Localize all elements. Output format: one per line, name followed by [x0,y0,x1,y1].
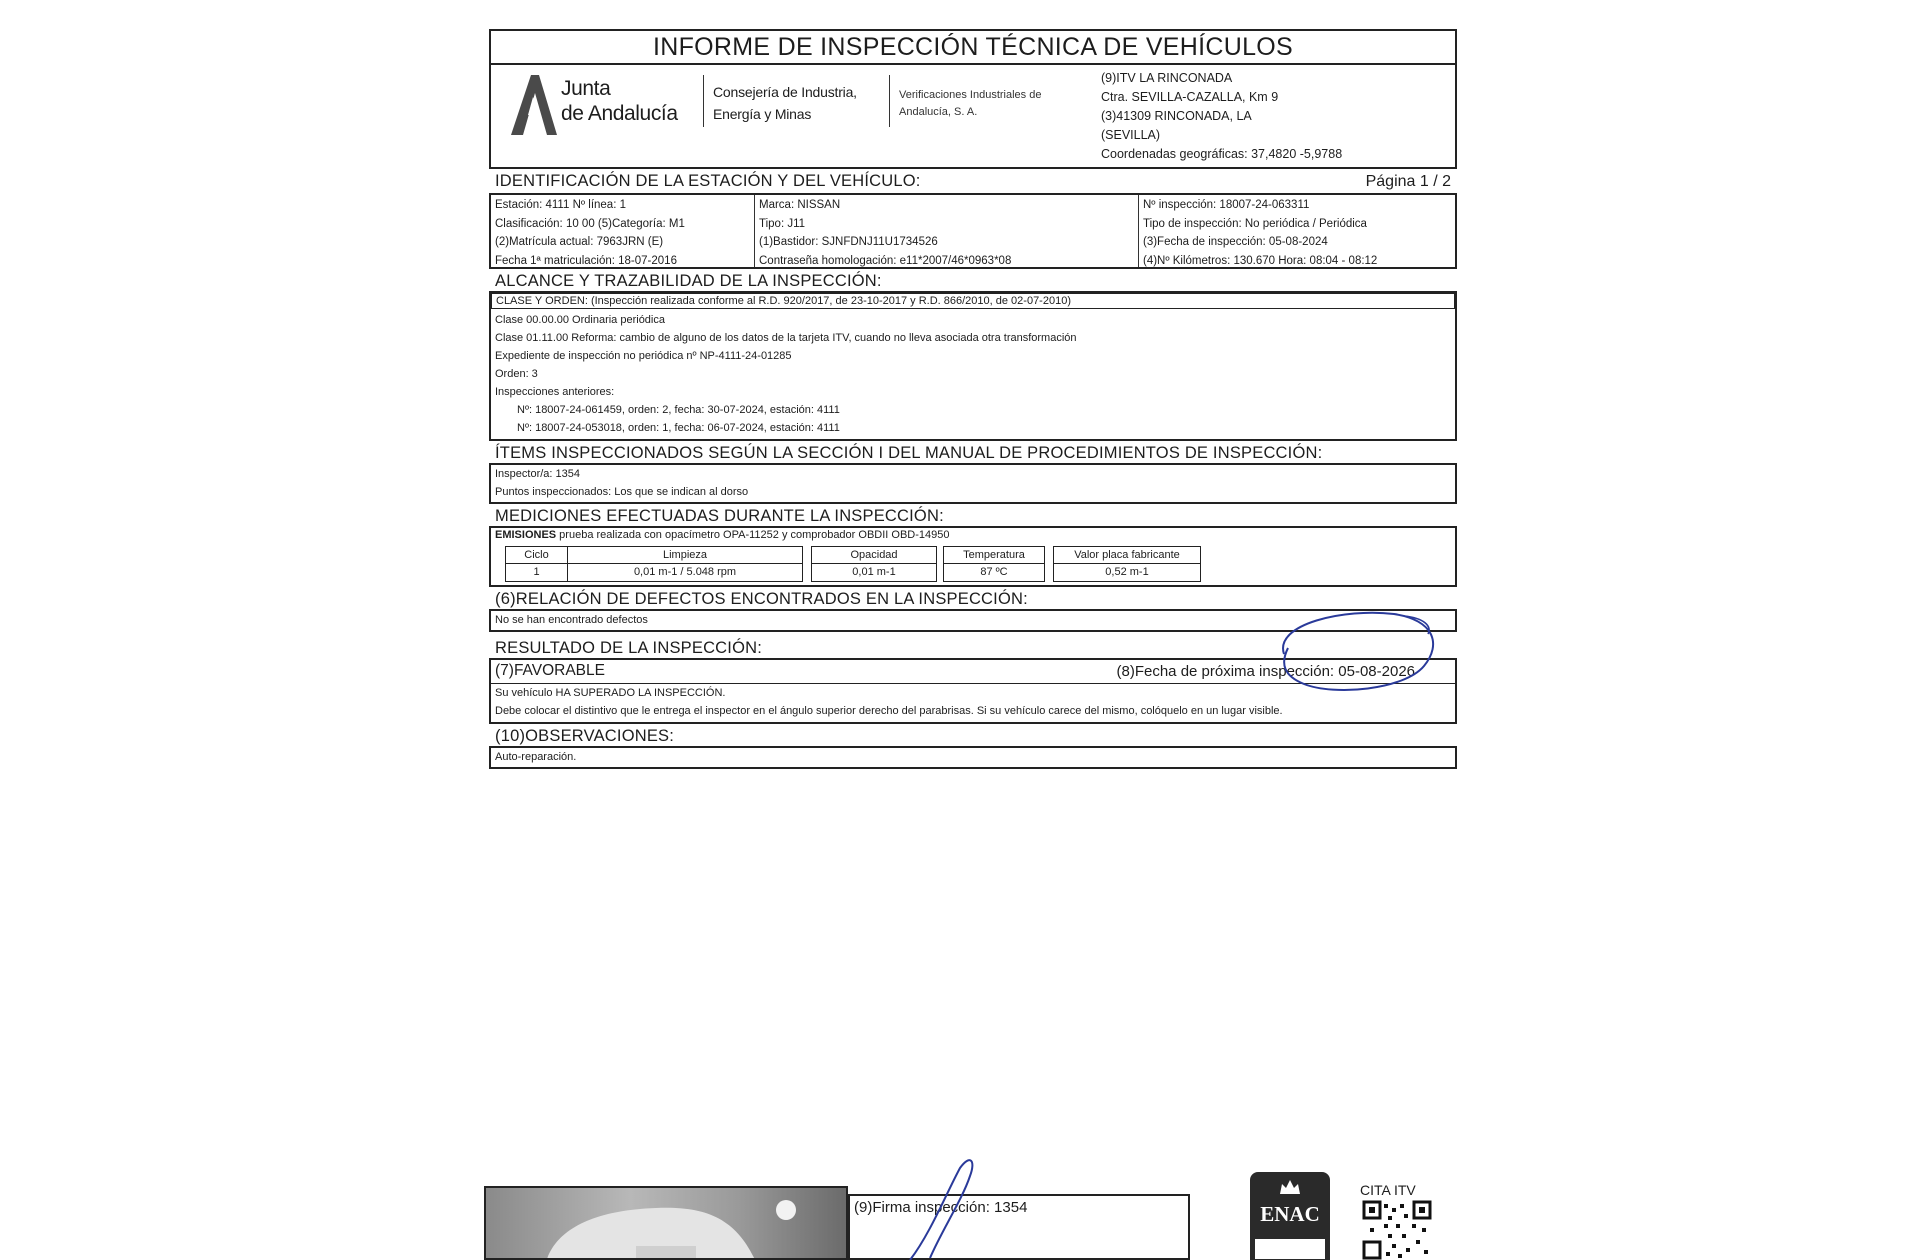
items-section-title: ÍTEMS INSPECCIONADOS SEGÚN LA SECCIÓN I DEL MANUAL DE PROCEDIMIENTOS DE INSPECCIÓN: [495,444,1323,462]
resultado-status: (7)FAVORABLE [495,662,605,679]
ident-field: Tipo: J11 [759,217,806,230]
station-line: Coordenadas geográficas: 37,4820 -5,9788 [1101,147,1343,161]
observaciones-text: Auto-reparación. [495,751,577,763]
cita-itv-label: CITA ITV [1360,1182,1416,1198]
ident-field: Nº inspección: 18007-24-063311 [1143,199,1310,211]
crown-icon [1278,1178,1302,1196]
page-number: Página 1 / 2 [1365,173,1451,190]
station-line: Ctra. SEVILLA-CAZALLA, Km 9 [1101,90,1279,104]
proxima-inspeccion: (8)Fecha de próxima inspección: 05-08-2026 [1116,663,1415,680]
alcance-box [489,291,1457,441]
opacidad-value: 0,01 m-1 [852,566,896,578]
ident-section-title: IDENTIFICACIÓN DE LA ESTACIÓN Y DEL VEHÍCULO: [495,172,921,190]
ident-field: Clasificación: 10 00 (5)Categoría: M1 [495,217,685,230]
verif-line-1: Verificaciones Industriales de [899,89,1042,101]
firma-box [848,1194,1190,1260]
ciclo-header: Ciclo [506,547,567,564]
report-title: INFORME DE INSPECCIÓN TÉCNICA DE VEHÍCULOS [491,31,1455,65]
consejeria-line-2: Energía y Minas [713,106,812,122]
ident-field: Marca: NISSAN [759,199,841,211]
temperatura-value: 87 ºC [980,566,1008,578]
verificaciones [899,87,1041,121]
alcance-body [491,311,1455,439]
resultado-line: Su vehículo HA SUPERADO LA INSPECCIÓN. [495,687,726,699]
logo-line-1: Junta [561,77,611,100]
resultado-section-title: RESULTADO DE LA INSPECCIÓN: [495,639,763,657]
ident-field: (2)Matrícula actual: 7963JRN (E) [495,236,664,248]
limpieza-col [568,547,802,581]
temperatura-header: Temperatura [944,547,1044,564]
valor-placa-table [1053,546,1201,582]
ident-field: Contraseña homologación: e11*2007/46*0963*08 [759,254,1012,267]
alcance-line: Expediente de inspección no periódica nº NP-4111-24-01285 [495,350,792,362]
divider [889,75,890,127]
qr-code-icon [1362,1200,1432,1260]
inspection-report [489,29,1457,769]
temperatura-table [943,546,1045,582]
alcance-section-title: ALCANCE Y TRAZABILIDAD DE LA INSPECCIÓN: [495,272,882,290]
ciclo-value: 1 [533,566,540,578]
logo-text [561,76,678,126]
previous-inspection: Nº: 18007-24-053018, orden: 1, fecha: 06-07-2024, estación: 4111 [517,422,840,434]
resultado-line: Debe colocar el distintivo que le entrega el inspector en el ángulo superior derecho del parabrisas. Si su vehículo carece del mismo, colóquelo en un lugar visible. [495,705,1283,717]
ident-col-vehicle [755,195,1139,267]
consejeria [713,81,857,125]
emisiones-title [495,528,1451,542]
ident-header [489,171,1457,193]
opacidad-header: Opacidad [812,547,936,564]
resultado-box [489,658,1457,724]
defectos-text: No se han encontrado defectos [495,614,648,626]
ident-field: (4)Nº Kilómetros: 130.670 Hora: 08:04 - 08:12 [1143,254,1378,267]
firma-label: (9)Firma inspección: 1354 [854,1199,1028,1216]
enac-label: ENAC [1260,1202,1320,1226]
ident-field: Fecha 1ª matriculación: 18-07-2016 [495,254,677,267]
emisiones-text: prueba realizada con opacímetro OPA-11252 y comprobador OBDII OBD-14950 [556,529,950,541]
items-line: Inspector/a: 1354 [495,468,581,480]
observaciones-box [489,746,1457,769]
items-box [489,463,1457,504]
ident-field: (1)Bastidor: SJNFDNJ11U1734526 [759,236,938,248]
mediciones-section-title: MEDICIONES EFECTUADAS DURANTE LA INSPECCIÓN: [495,507,944,525]
station-line: (3)41309 RINCONADA, LA [1101,109,1252,123]
alcance-line: Clase 00.00.00 Ordinaria periódica [495,314,665,326]
ident-field: Tipo de inspección: No periódica / Periódica [1143,217,1367,230]
enac-accreditation [1254,1238,1326,1260]
opacidad-table [811,546,937,582]
clase-orden: CLASE Y ORDEN: (Inspección realizada conforme al R.D. 920/2017, de 23-10-2017 y R.D. 866/2010, de 02-07-2010) [491,293,1455,309]
ident-field: Estación: 4111 Nº línea: 1 [495,199,626,211]
junta-andalucia-logo-icon [509,73,559,137]
station-address [1101,69,1342,164]
valor-value: 0,52 m-1 [1105,566,1149,578]
station-line: (9)ITV LA RINCONADA [1101,71,1233,85]
consejeria-line-1: Consejería de Industria, [713,84,857,100]
valor-header: Valor placa fabricante [1054,547,1200,564]
station-line: (SEVILLA) [1101,128,1161,142]
limpieza-header: Limpieza [568,547,802,564]
enac-badge [1250,1172,1330,1260]
defectos-box [489,609,1457,632]
alcance-line: Inspecciones anteriores: [495,386,615,398]
alcance-line: Clase 01.11.00 Reforma: cambio de alguno de los datos de la tarjeta ITV, cuando no lleva asociada otra transformación [495,332,1077,344]
ident-table [489,193,1457,269]
resultado-body [491,684,1455,722]
previous-inspection: Nº: 18007-24-061459, orden: 2, fecha: 30-07-2024, estación: 4111 [517,404,840,416]
ciclo-col [506,547,568,581]
observaciones-section-title: (10)OBSERVACIONES: [495,727,675,745]
items-line: Puntos inspeccionados: Los que se indican al dorso [495,486,749,498]
ident-col-station [491,195,755,267]
verif-line-2: Andalucía, S. A. [899,106,978,118]
header-row [491,65,1455,169]
vehicle-photo [484,1186,848,1260]
mediciones-box [489,526,1457,587]
logo-line-2: de Andalucía [561,102,678,125]
limpieza-value: 0,01 m-1 / 5.048 rpm [633,566,737,578]
ciclo-limpieza-table [505,546,803,582]
car-photo-icon [486,1188,848,1260]
ident-col-inspection [1139,195,1455,267]
report-header [489,29,1457,169]
emisiones-label: EMISIONES [495,529,557,541]
defectos-section-title: (6)RELACIÓN DE DEFECTOS ENCONTRADOS EN LA INSPECCIÓN: [495,590,1028,608]
resultado-header [491,660,1455,684]
divider [703,75,704,127]
ident-field: (3)Fecha de inspección: 05-08-2024 [1143,236,1328,248]
alcance-line: Orden: 3 [495,368,538,380]
